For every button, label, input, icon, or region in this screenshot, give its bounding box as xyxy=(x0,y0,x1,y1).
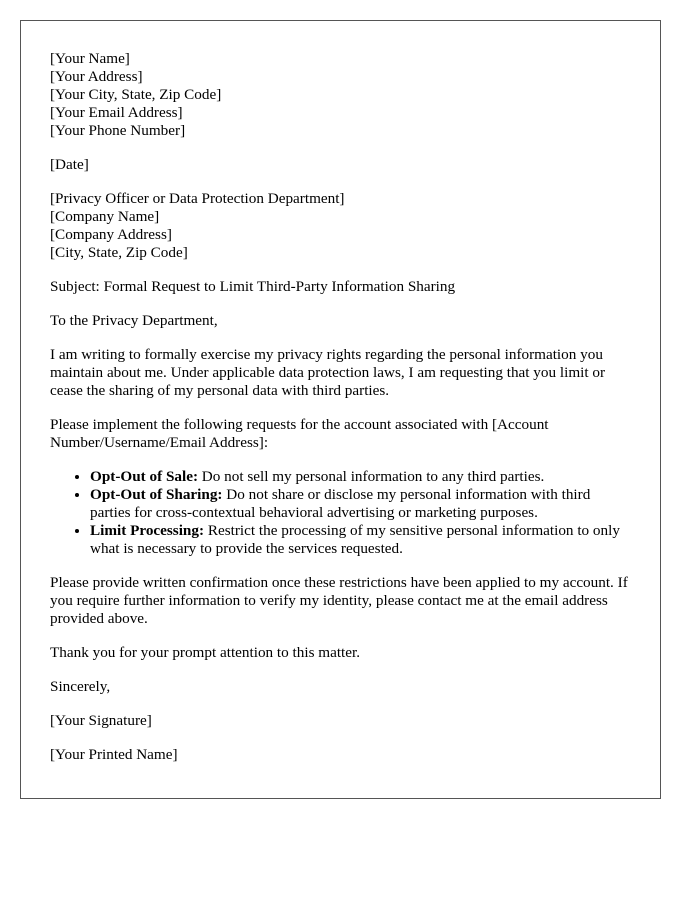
request-list xyxy=(50,468,631,558)
sender-address: [Your Address] xyxy=(50,68,143,85)
sender-city-state-zip: [Your City, State, Zip Code] xyxy=(50,86,222,103)
closing: Sincerely, xyxy=(50,678,111,695)
request-text: Do not sell my personal information to any third parties. xyxy=(198,468,545,485)
sender-email: [Your Email Address] xyxy=(50,104,183,121)
sender-block xyxy=(50,50,631,140)
request-text: Do not share or disclose my personal information with third parties for cross-contextual behavioral advertising or marketing purposes. xyxy=(90,486,591,521)
request-text: Restrict the processing of my sensitive personal information to only what is necessary to provide the services requested. xyxy=(90,522,620,557)
recipient-company: [Company Name] xyxy=(50,208,160,225)
recipient-address: [Company Address] xyxy=(50,226,172,243)
signature: [Your Signature] xyxy=(50,712,152,729)
sender-name: [Your Name] xyxy=(50,50,130,67)
request-label: Opt-Out of Sale: xyxy=(90,468,198,485)
requests-paragraph: Please implement the following requests for the account associated with [Account Number/Username/Email Address]: xyxy=(50,416,549,451)
salutation: To the Privacy Department, xyxy=(50,312,218,329)
request-item xyxy=(90,468,631,486)
thanks-paragraph: Thank you for your prompt attention to this matter. xyxy=(50,644,361,661)
letter-date: [Date] xyxy=(50,156,89,173)
letter-page xyxy=(20,20,661,799)
request-item xyxy=(90,486,631,522)
request-label: Limit Processing: xyxy=(90,522,205,539)
recipient-block xyxy=(50,190,631,262)
sender-phone: [Your Phone Number] xyxy=(50,122,186,139)
request-item xyxy=(90,522,631,558)
subject-line: Subject: Formal Request to Limit Third-Party Information Sharing xyxy=(50,278,456,295)
confirmation-paragraph: Please provide written confirmation once these restrictions have been applied to my account. If you require further information to verify my identity, please contact me at the email address provided above. xyxy=(50,574,628,627)
recipient-title: [Privacy Officer or Data Protection Department] xyxy=(50,190,345,207)
request-label: Opt-Out of Sharing: xyxy=(90,486,223,503)
printed-name: [Your Printed Name] xyxy=(50,746,178,763)
recipient-city-state-zip: [City, State, Zip Code] xyxy=(50,244,188,261)
intro-paragraph: I am writing to formally exercise my privacy rights regarding the personal information you maintain about me. Under applicable data protection laws, I am requesting that you limit or cease the sharing of my personal data with third parties. xyxy=(50,346,606,399)
